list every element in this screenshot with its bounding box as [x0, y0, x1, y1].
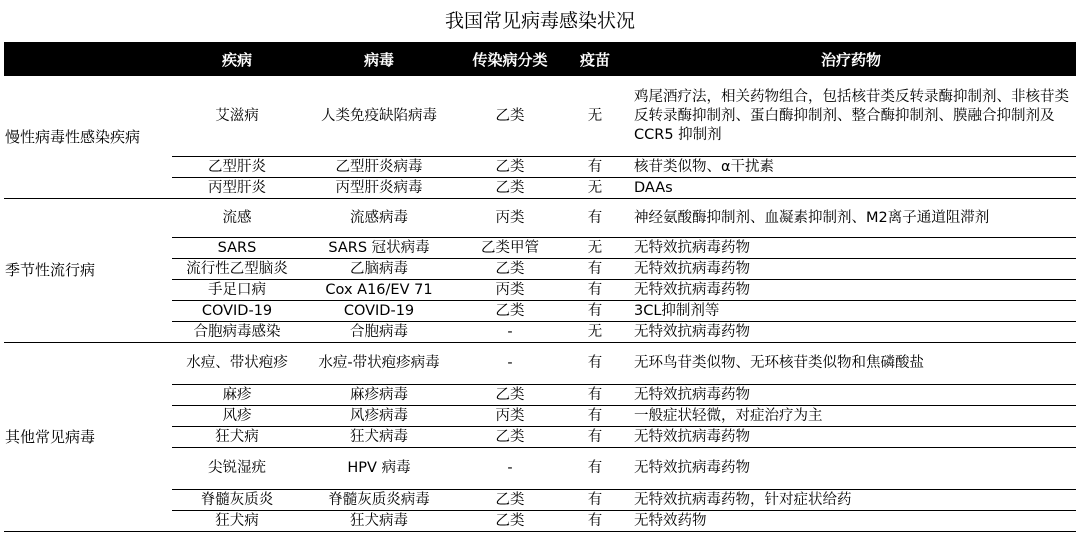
class-cell: -	[456, 322, 564, 343]
drug-cell: 无特效抗病毒药物	[626, 259, 1076, 280]
vaccine-cell: 无	[564, 238, 626, 259]
drug-cell: 一般症状轻微，对症治疗为主	[626, 406, 1076, 427]
disease-cell: 流感	[172, 199, 302, 238]
vaccine-cell: 有	[564, 385, 626, 406]
virus-cell: 丙型肝炎病毒	[302, 178, 456, 199]
disease-cell: 合胞病毒感染	[172, 322, 302, 343]
category-cell: 季节性流行病	[4, 199, 172, 343]
class-cell: -	[456, 343, 564, 385]
disease-cell: 麻疹	[172, 385, 302, 406]
class-cell: 乙类	[456, 301, 564, 322]
drug-cell: 无特效抗病毒药物	[626, 238, 1076, 259]
table-row	[4, 76, 1076, 157]
class-cell: 乙类甲管	[456, 238, 564, 259]
vaccine-cell: 有	[564, 406, 626, 427]
category-cell: 慢性病毒性感染疾病	[4, 76, 172, 199]
virus-cell: HPV 病毒	[302, 448, 456, 490]
header-category	[4, 42, 172, 76]
drug-cell: 无特效抗病毒药物	[626, 385, 1076, 406]
class-cell: 乙类	[456, 490, 564, 511]
vaccine-cell: 有	[564, 259, 626, 280]
disease-cell: 手足口病	[172, 280, 302, 301]
disease-cell: COVID-19	[172, 301, 302, 322]
class-cell: 乙类	[456, 385, 564, 406]
page-title: 我国常见病毒感染状况	[444, 10, 635, 32]
drug-cell: 无环鸟苷类似物、无环核苷类似物和焦磷酸盐	[626, 343, 1076, 385]
virus-cell: SARS 冠状病毒	[302, 238, 456, 259]
virus-cell: 乙脑病毒	[302, 259, 456, 280]
table-header-row	[4, 42, 1076, 76]
class-cell: 乙类	[456, 178, 564, 199]
drug-cell: 无特效抗病毒药物	[626, 322, 1076, 343]
class-cell: 乙类	[456, 157, 564, 178]
class-cell: 乙类	[456, 511, 564, 532]
virus-cell: Cox A16/EV 71	[302, 280, 456, 301]
class-cell: 乙类	[456, 427, 564, 448]
disease-cell: 狂犬病	[172, 511, 302, 532]
vaccine-cell: 有	[564, 343, 626, 385]
vaccine-cell: 有	[564, 427, 626, 448]
header-vaccine: 疫苗	[564, 42, 626, 76]
virus-cell: 流感病毒	[302, 199, 456, 238]
vaccine-cell: 有	[564, 448, 626, 490]
disease-cell: 丙型肝炎	[172, 178, 302, 199]
virus-cell: 乙型肝炎病毒	[302, 157, 456, 178]
disease-cell: 脊髓灰质炎	[172, 490, 302, 511]
category-cell: 其他常见病毒	[4, 343, 172, 532]
virus-cell: 脊髓灰质炎病毒	[302, 490, 456, 511]
class-cell: -	[456, 448, 564, 490]
header-drug: 治疗药物	[626, 42, 1076, 76]
vaccine-cell: 有	[564, 490, 626, 511]
disease-cell: SARS	[172, 238, 302, 259]
disease-cell: 风疹	[172, 406, 302, 427]
virus-cell: 风疹病毒	[302, 406, 456, 427]
drug-cell: 神经氨酸酶抑制剂、血凝素抑制剂、M2离子通道阻滞剂	[626, 199, 1076, 238]
header-virus: 病毒	[302, 42, 456, 76]
drug-cell: 核苷类似物、α干扰素	[626, 157, 1076, 178]
virus-cell: 水痘-带状疱疹病毒	[302, 343, 456, 385]
disease-cell: 水痘、带状疱疹	[172, 343, 302, 385]
virus-cell: COVID-19	[302, 301, 456, 322]
drug-cell: 无特效抗病毒药物，针对症状给药	[626, 490, 1076, 511]
disease-cell: 尖锐湿疣	[172, 448, 302, 490]
table-row	[4, 199, 1076, 238]
disease-cell: 流行性乙型脑炎	[172, 259, 302, 280]
vaccine-cell: 有	[564, 157, 626, 178]
disease-cell: 艾滋病	[172, 76, 302, 157]
vaccine-cell: 有	[564, 280, 626, 301]
drug-cell: 鸡尾酒疗法，相关药物组合，包括核苷类反转录酶抑制剂、非核苷类反转录酶抑制剂、蛋白酶抑制剂、整合酶抑制剂、膜融合抑制剂及 CCR5 抑制剂	[626, 76, 1076, 157]
virus-cell: 狂犬病毒	[302, 511, 456, 532]
drug-cell: 3CL抑制剂等	[626, 301, 1076, 322]
class-cell: 丙类	[456, 280, 564, 301]
virus-cell: 麻疹病毒	[302, 385, 456, 406]
disease-cell: 乙型肝炎	[172, 157, 302, 178]
drug-cell: 无特效药物	[626, 511, 1076, 532]
vaccine-cell: 有	[564, 301, 626, 322]
vaccine-cell: 无	[564, 322, 626, 343]
class-cell: 乙类	[456, 259, 564, 280]
vaccine-cell: 无	[564, 76, 626, 157]
class-cell: 丙类	[456, 199, 564, 238]
virus-cell: 合胞病毒	[302, 322, 456, 343]
class-cell: 乙类	[456, 76, 564, 157]
virus-table	[4, 42, 1076, 532]
drug-cell: 无特效抗病毒药物	[626, 427, 1076, 448]
vaccine-cell: 有	[564, 199, 626, 238]
virus-cell: 狂犬病毒	[302, 427, 456, 448]
drug-cell: 无特效抗病毒药物	[626, 448, 1076, 490]
drug-cell: 无特效抗病毒药物	[626, 280, 1076, 301]
class-cell: 丙类	[456, 406, 564, 427]
vaccine-cell: 无	[564, 178, 626, 199]
header-disease: 疾病	[172, 42, 302, 76]
header-class: 传染病分类	[456, 42, 564, 76]
drug-cell: DAAs	[626, 178, 1076, 199]
table-row	[4, 343, 1076, 385]
virus-cell: 人类免疫缺陷病毒	[302, 76, 456, 157]
disease-cell: 狂犬病	[172, 427, 302, 448]
vaccine-cell: 有	[564, 511, 626, 532]
